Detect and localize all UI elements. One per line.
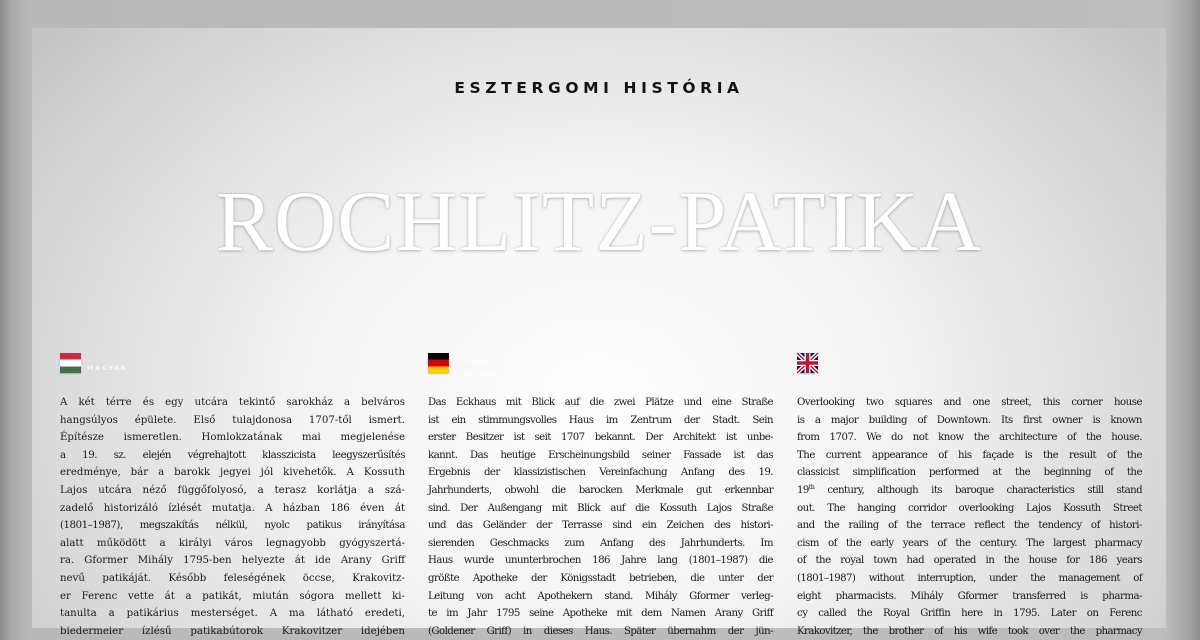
text-line: Krakovitzer, the brother of his wife took over the pharmacy [797, 625, 1142, 637]
hungarian-flag-icon [60, 353, 81, 373]
text-line: Jahrhunderts, obwohl die barocken Merkmale gut erkennbar [428, 484, 773, 496]
text-line: cism of the early years of the century. The largest pharmacy [797, 537, 1142, 549]
text-line: is a major building of Downtown. Its first owner is known [797, 414, 1142, 426]
text-line: kannt. Das heutige Erscheinungsbild seiner Fassade ist das [428, 449, 773, 461]
text-line: zadelő historizáló ízlését mutatja. A házban 186 éven át [60, 502, 405, 514]
text-line: hangsúlyos épülete. Első tulajdonosa 1707-től ismert. [60, 414, 405, 426]
language-label-english: ENGLISH [824, 363, 868, 372]
text-line: 19th century, although its baroque characteristics still stand [797, 482, 1142, 496]
text-line: (1801–1987), megszakítás nélkül, nyolc patikus irányítása [60, 520, 405, 532]
ordinal-suffix: th [808, 482, 815, 491]
language-header-english [797, 353, 1142, 373]
text-line: eight pharmacists. Mihály Gformer transferred is pharma- [797, 590, 1142, 602]
text-line: Lajos utcára néző függőfolyosó, a terasz korlátja a szá- [60, 484, 405, 496]
language-label-hungarian: MAGYAR [87, 363, 128, 372]
text-line: The current appearance of his façade is the result of the [797, 449, 1142, 461]
text-line: und das Geländer der Terrasse sind ein Zeichen des histori- [428, 520, 773, 532]
text-line: ra. Gformer Mihály 1795-ben helyezte át ide Arany Griff [60, 555, 405, 567]
text-line: sierenden Geschmacks zum Anfang des Jahrhunderts. Im [428, 537, 773, 549]
text-line: classicist simplification performed at the beginning of the [797, 467, 1142, 479]
body-text-german [428, 394, 773, 640]
article-page [32, 28, 1166, 637]
column-english [797, 353, 1142, 640]
text-line: Haus wurde ununterbrochen 186 Jahre lang (1801–1987) die [428, 555, 773, 567]
text-line: er Ferenc vette át a patikát, miután sógora mellett ki- [60, 590, 405, 602]
language-label-german: DEUTSCH [455, 363, 501, 372]
text-line: out. The hanging corridor overlooking Lajos Kossuth Street [797, 502, 1142, 514]
text-line: eredménye, bár a barokk jegyei jól kivehetők. A Kossuth [60, 467, 405, 479]
text-line: größte Apotheke der Königsstadt betrieben, die unter der [428, 572, 773, 584]
text-line: biedermeier ízlésű patikabútorok Krakovitzer idejében [60, 625, 405, 637]
german-flag-icon [428, 353, 449, 373]
text-line: erster Besitzer ist seit 1707 bekannt. Der Architekt ist unbe- [428, 432, 773, 444]
text-line: of the royal town had operated in the house for 186 years [797, 555, 1142, 567]
text-line: Overlooking two squares and one street, this corner house [797, 397, 1142, 408]
text-line: from 1707. We do not know the architecture of the house. [797, 432, 1142, 444]
column-german [428, 353, 773, 640]
text-line: tanulta a patikárius mesterséget. A ma látható eredeti, [60, 608, 405, 620]
language-header-hungarian [60, 353, 405, 373]
section-kicker: ESZTERGOMI HISTÓRIA [454, 79, 744, 97]
text-line: A két térre és egy utcára tekintő sarokház a belváros [60, 397, 405, 408]
british-flag-icon [797, 353, 818, 373]
body-text-hungarian [60, 394, 405, 640]
language-header-german [428, 353, 773, 373]
text-line: cy called the Royal Griffin here in 1795. Later on Ferenc [797, 608, 1142, 620]
text-line: nevű patikáját. Később feleségének öccse, Krakovitz- [60, 572, 405, 584]
text-line: sind. Der Außengang mit Blick auf die Kossuth Lajos Straße [428, 502, 773, 514]
text-line: Ergebnis der klassizistischen Vereinfachung Anfang des 19. [428, 467, 773, 479]
text-line: ist ein stimmungsvolles Haus im Zentrum der Stadt. Sein [428, 414, 773, 426]
text-line: (Goldener Griff) in dieses Haus. Später übernahm der jün- [428, 625, 773, 637]
text-line: te im Jahr 1795 seine Apotheke mit dem Namen Arany Griff [428, 608, 773, 620]
text-line: Leitung von acht Apothekern stand. Mihály Gformer verleg- [428, 590, 773, 602]
body-text-english [797, 394, 1142, 640]
text-line: (1801–1987) without interruption, under the management of [797, 572, 1142, 584]
text-line: Építésze ismeretlen. Homlokzatának mai megjelenése [60, 432, 405, 444]
page-title: ROCHLITZ-PATIKA [215, 173, 983, 269]
column-hungarian [60, 353, 405, 640]
text-line: a 19. sz. elején végrehajtott klasszicista leegyszerűsítés [60, 449, 405, 461]
text-line: Das Eckhaus mit Blick auf die zwei Plätze und eine Straße [428, 397, 773, 408]
text-line: and the railing of the terrace reflect the tendency of histori- [797, 520, 1142, 532]
text-line: alatt működött a királyi város legnagyobb gyógyszertá- [60, 537, 405, 549]
